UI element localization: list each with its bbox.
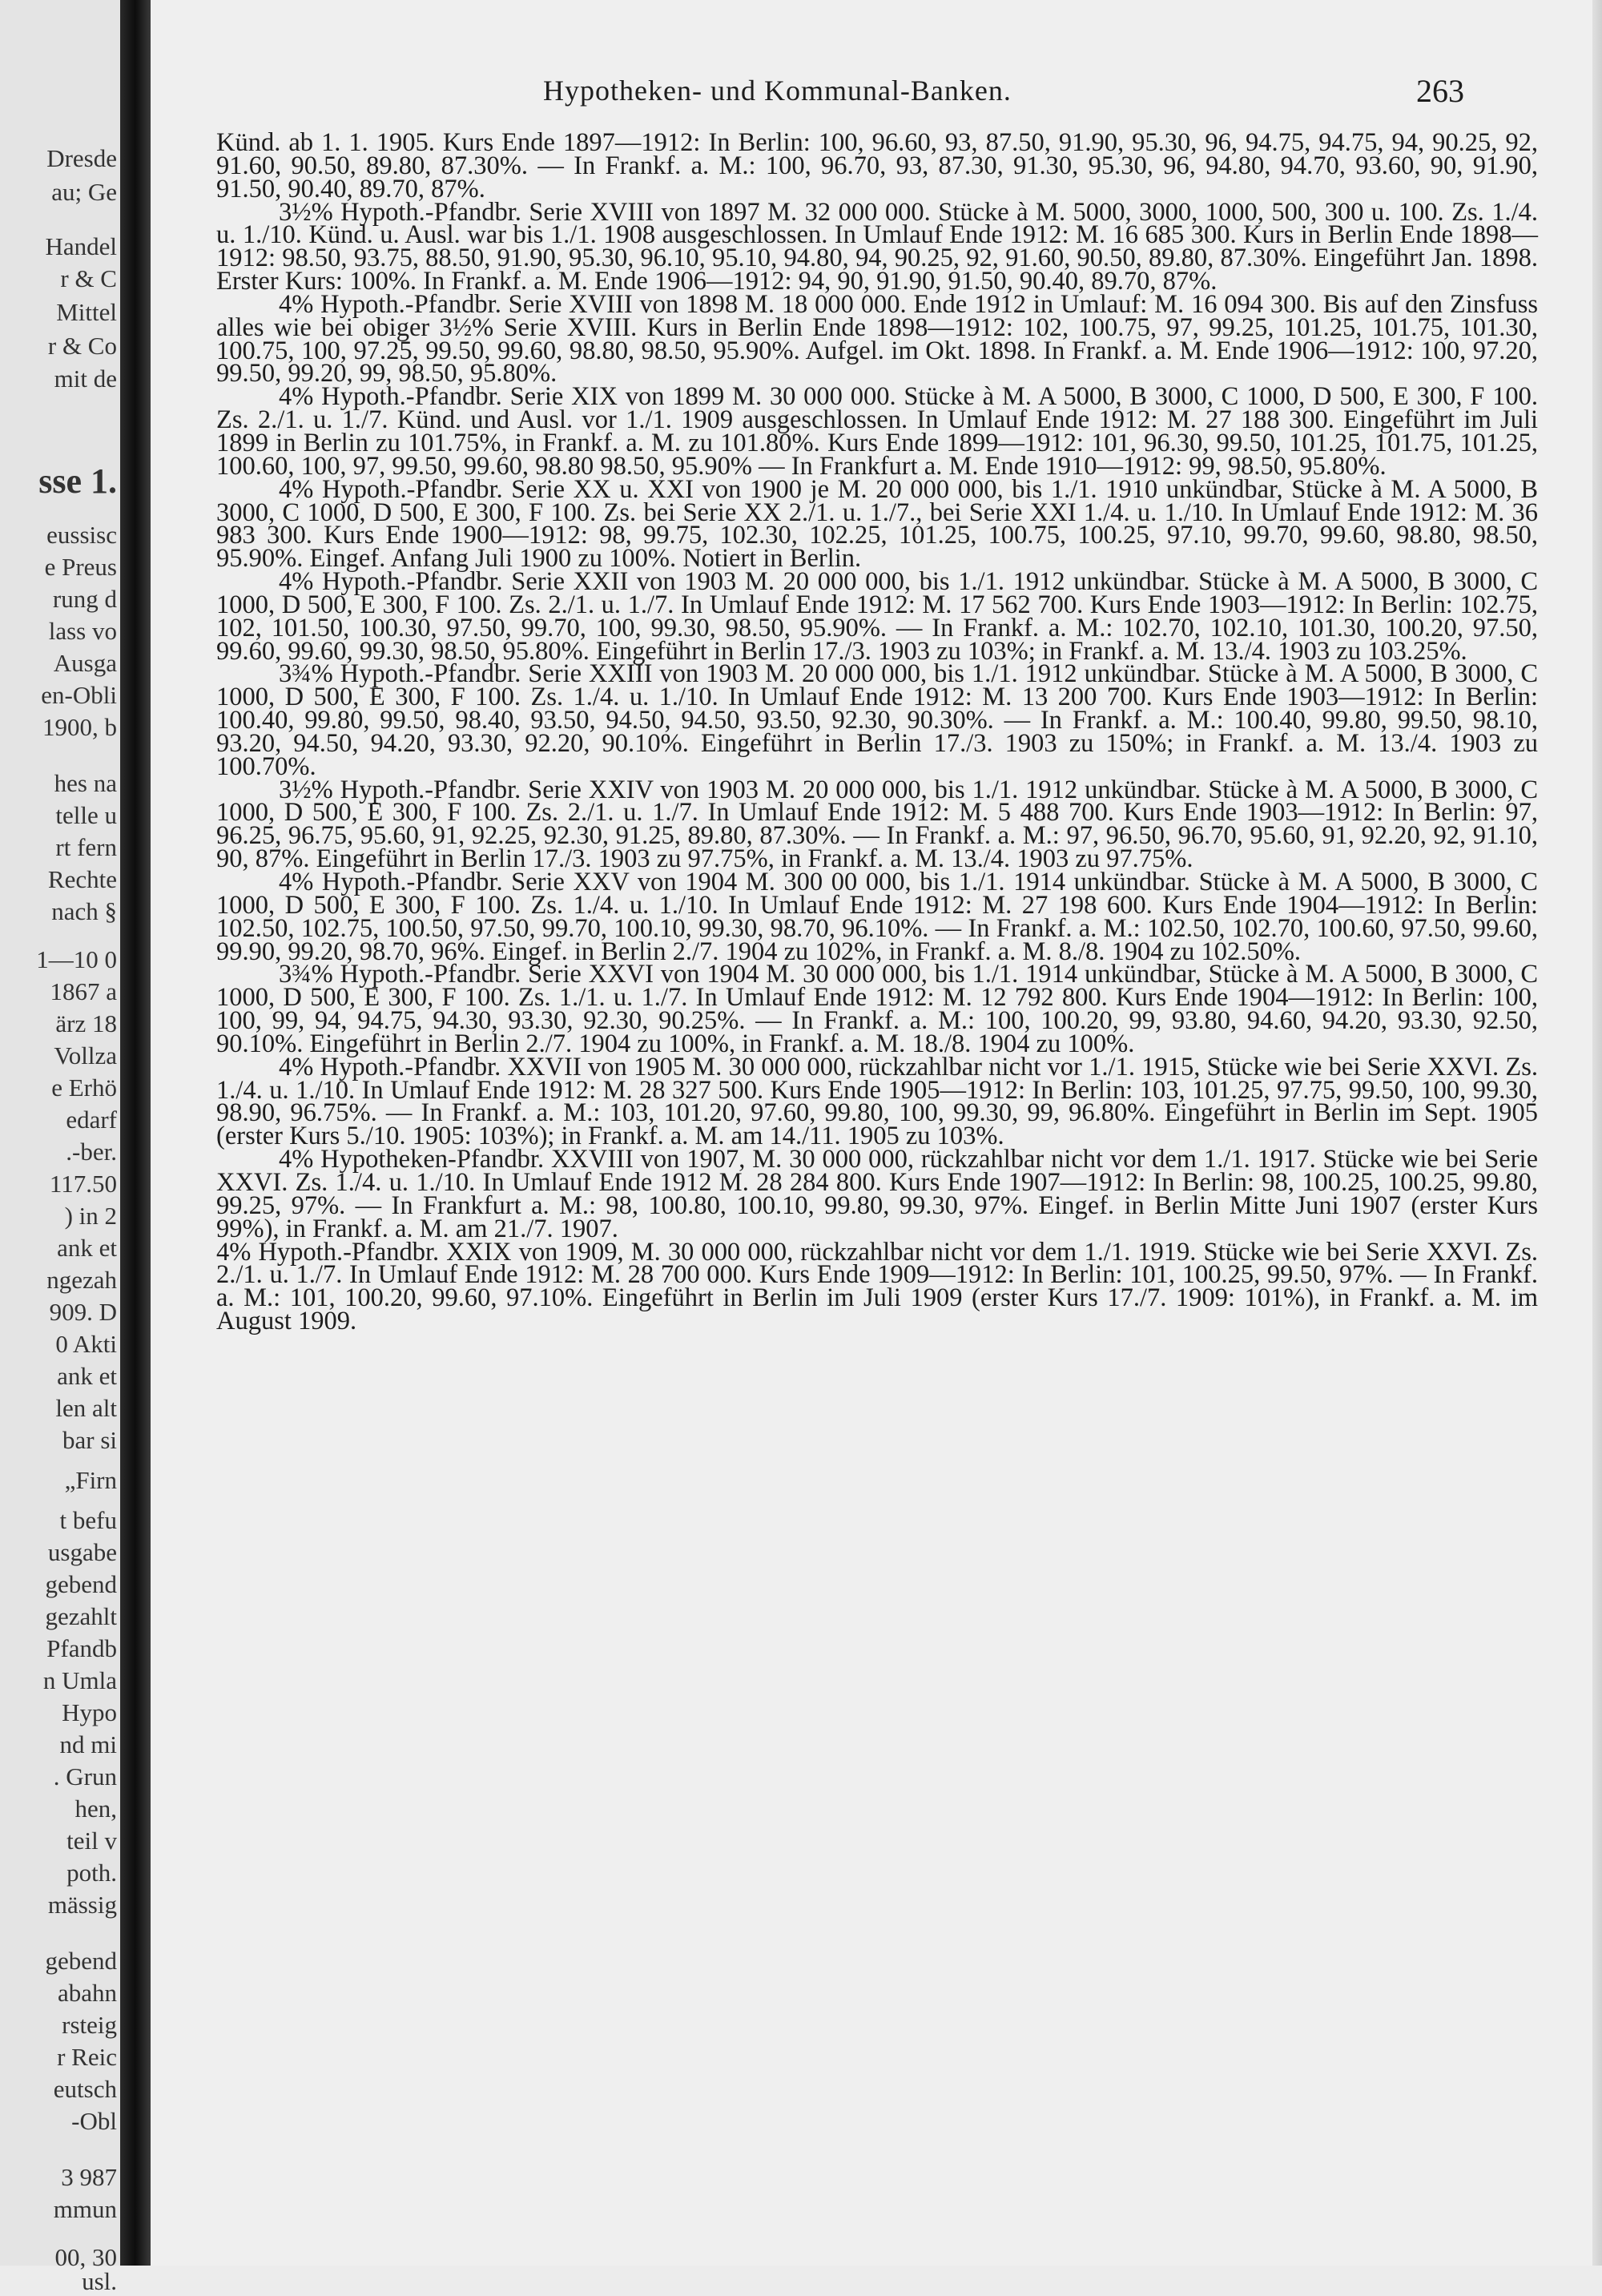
- adjacent-page-fragment: 117.50: [49, 1170, 117, 1198]
- adjacent-page-strip: [0, 0, 120, 2295]
- adjacent-page-fragment: 909. D: [49, 1298, 117, 1326]
- adjacent-page-fragment: ank et: [57, 1234, 117, 1262]
- adjacent-page-fragment: 1867 a: [50, 977, 117, 1005]
- adjacent-page-fragment: . Grun: [53, 1762, 117, 1790]
- adjacent-page-fragment: usgabe: [47, 1538, 117, 1566]
- adjacent-page-fragment: rt fern: [55, 833, 117, 861]
- adjacent-page-fragment: mmun: [53, 2195, 117, 2223]
- adjacent-page-fragment: ngezah: [46, 1266, 117, 1294]
- entry-paragraph: 4% Hypotheken-Pfandbr. XXVIII von 1907, M. 30 000 000, rückzahlbar nicht vor dem 1./1. 1917. Stücke wie bei Serie XXVI. Zs. 1./4. u. 1./10. In Umlauf Ende 1912 M. 28 284 800. Kurs Ende 1907—1912: In Berlin: 98, 100.25, 100.25, 99.80, 99.25, 97%. — In Frankfurt a. M.: 98, 100.80, 100.10, 99.80, 99.30, 97%. Eingef. in Berlin Mitte Juni 1907 (erster Kurs 99%), in Frankf. a. M. am 21./7. 1907.: [216, 1145, 1538, 1243]
- adjacent-page-fragment: eutsch: [53, 2075, 117, 2103]
- adjacent-page-fragment: bar si: [62, 1426, 117, 1454]
- adjacent-page-fragment: Dresde: [46, 144, 117, 172]
- running-title: Hypotheken- und Kommunal-Banken.: [543, 75, 1012, 107]
- entry-paragraph: 4% Hypoth.-Pfandbr. XXIX von 1909, M. 30 000 000, rückzahlbar nicht vor dem 1./1. 1919. Stücke wie bei Serie XXVI. Zs. 2./1. u. 1./7. In Umlauf Ende 1912: M. 28 700 000. Kurs Ende 1909—1912: In Berlin: 101, 100.25, 99.50, 97%. — In Frankf. a. M.: 101, 100.20, 99.60, 97.10%. Eingeführt in Berlin im Juli 1909 (erster Kurs 17./7. 1909: 101%), in Frankf. a. M. im August 1909.: [216, 1237, 1538, 1336]
- adjacent-page-fragment: n Umla: [42, 1666, 117, 1694]
- entry-paragraph: 4% Hypoth.-Pfandbr. Serie XIX von 1899 M. 30 000 000. Stücke à M. A 5000, B 3000, C 1000, D 500, E 300, F 100. Zs. 2./1. u. 1./7. Künd. und Ausl. vor 1./1. 1909 ausgeschlossen. In Umlauf Ende 1912: M. 27 188 300. Eingeführt im Juli 1899 in Berlin zu 101.75%, in Frankf. a. M. zu 101.80%. Kurs Ende 1899—1912: 101, 96.30, 99.50, 101.25, 101.75, 101.25, 100.60, 100, 97, 99.50, 99.60, 98.80 98.50, 95.90% — In Frankfurt a. M. Ende 1910—1912: 99, 98.50, 95.80%.: [216, 382, 1538, 481]
- adjacent-page-fragment: usl.: [82, 2267, 117, 2295]
- adjacent-page-fragment: 00, 30: [54, 2243, 117, 2271]
- adjacent-page-fragment: -Obl: [71, 2107, 117, 2135]
- adjacent-page-fragment: lass vo: [48, 617, 117, 645]
- adjacent-page-fragment: hen,: [74, 1795, 117, 1823]
- adjacent-page-fragment: 0 Akti: [55, 1330, 117, 1358]
- adjacent-page-fragment: eussisc: [46, 521, 117, 549]
- entry-paragraph: 4% Hypoth.-Pfandbr. Serie XXII von 1903 M. 20 000 000, bis 1./1. 1912 unkündbar. Stücke à M. A 5000, B 3000, C 1000, D 500, E 300, F 100. Zs. 2./1. u. 1./7. In Umlauf Ende 1912: M. 17 562 700. Kurs Ende 1903—1912: In Berlin: 102.75, 102, 101.50, 100.30, 97.50, 99.70, 100, 99.30, 98.50, 95.90%. — In Frankf. a. M.: 102.70, 102.10, 101.30, 100.20, 97.50, 99.60, 99.60, 99.30, 98.50, 95.80%. Eingeführt in Berlin 17./3. 1903 zu 103%; in Frankf. a. M. 13./4. 1903 zu 103.25%.: [216, 567, 1538, 666]
- adjacent-page-fragment: Hypo: [62, 1698, 117, 1726]
- adjacent-page-fragment: Mittel: [56, 298, 117, 326]
- adjacent-page-fragment: 3 987: [61, 2163, 117, 2191]
- adjacent-page-fragment: au; Ge: [51, 178, 117, 206]
- entry-paragraph: 4% Hypoth.-Pfandbr. XXVII von 1905 M. 30 000 000, rückzahlbar nicht vor 1./1. 1915, Stücke wie bei Serie XXVI. Zs. 1./4. u. 1./10. In Umlauf Ende 1912: M. 28 327 500. Kurs Ende 1905—1912: In Berlin: 103, 101.25, 97.75, 99.50, 100, 99.30, 98.90, 96.75%. — In Frankf. a. M.: 103, 101.20, 97.60, 99.80, 100, 99.30, 99, 96.80%. Eingeführt in Berlin im Sept. 1905 (erster Kurs 5./10. 1905: 103%); in Frankf. a. M. am 14./11. 1905 zu 103%.: [216, 1052, 1538, 1151]
- adjacent-page-fragment: Handel: [45, 232, 117, 260]
- page-header: [151, 74, 1592, 122]
- adjacent-page-fragment: e Preus: [44, 553, 117, 581]
- entry-paragraph: 3½% Hypoth.-Pfandbr. Serie XVIII von 1897 M. 32 000 000. Stücke à M. 5000, 3000, 1000, 500, 300 u. 100. Zs. 1./4. u. 1./10. Künd. u. Ausl. war bis 1./1. 1908 ausgeschlossen. In Umlauf Ende 1912: M. 16 685 300. Kurs in Berlin Ende 1898—1912: 98.50, 93.75, 88.50, 91.90, 95.30, 96.10, 95.10, 94.80, 94, 90.25, 92, 91.60, 90.50, 89.80, 87.30%. Eingeführt Jan. 1898. Erster Kurs: 100%. In Frankf. a. M. Ende 1906—1912: 94, 90, 91.90, 91.50, 90.40, 89.70, 87%.: [216, 197, 1538, 296]
- adjacent-page-fragment: rung d: [52, 585, 117, 613]
- adjacent-page-fragment: ärz 18: [55, 1009, 117, 1037]
- adjacent-page-fragment: len alt: [55, 1394, 117, 1422]
- entry-paragraph: 4% Hypoth.-Pfandbr. Serie XXV von 1904 M. 300 00 000, bis 1./1. 1914 unkündbar. Stücke à M. A 5000, B 3000, C 1000, D 500, E 300, F 100. Zs. 1./4. u. 1./10. In Umlauf Ende 1912: M. 27 198 600. Kurs Ende 1904—1912: In Berlin: 102.50, 102.75, 100.50, 97.50, 99.70, 100.10, 99.30, 98.70, 96.10%. — In Frankf. a. M.: 102.50, 102.70, 100.60, 97.50, 99.60, 99.90, 99.20, 98.70, 96%. Eingef. in Berlin 2./7. 1904 zu 102%, in Frankf. a. M. 8./8. 1904 zu 102.50%.: [216, 868, 1538, 966]
- book-gutter: [120, 0, 151, 2266]
- adjacent-page-fragment: r Reic: [57, 2043, 117, 2071]
- adjacent-page-fragment: hes na: [54, 769, 117, 797]
- entry-paragraph: 3¾% Hypoth.-Pfandbr. Serie XXVI von 1904 M. 30 000 000, bis 1./1. 1914 unkündbar, Stücke à M. A 5000, B 3000, C 1000, D 500, E 300, F 100. Zs. 1./1. u. 1./7. In Umlauf Ende 1912: M. 12 792 800. Kurs Ende 1904—1912: In Berlin: 100, 100, 99, 94, 94.75, 94.30, 93.30, 92.30, 90.25%. — In Frankf. a. M.: 100, 100.20, 99, 93.80, 94.60, 94.20, 93.30, 92.50, 90.10%. Eingeführt in Berlin 2./7. 1904 zu 100%, in Frankf. a. M. 18./8. 1904 zu 100%.: [216, 960, 1538, 1058]
- adjacent-page-fragment: nach §: [51, 897, 117, 925]
- adjacent-page-fragment: nd mi: [59, 1730, 117, 1758]
- entry-paragraph: 3½% Hypoth.-Pfandbr. Serie XXIV von 1903 M. 20 000 000, bis 1./1. 1912 unkündbar. Stücke à M. A 5000, B 3000, C 1000, D 500, E 300, F 100. Zs. 2./1. u. 1./7. In Umlauf Ende 1912: M. 5 488 700. Kurs Ende 1903—1912: In Berlin: 97, 96.25, 96.75, 95.60, 91, 92.25, 92.30, 91.25, 89.80, 87.30%. — In Frankf. a. M.: 97, 96.50, 96.70, 95.60, 91, 92.20, 92, 91.10, 90, 87%. Eingeführt in Berlin 17./3. 1903 zu 97.75%, in Frankf. a. M. 13./4. 1903 zu 97.75%.: [216, 775, 1538, 874]
- adjacent-page-fragment: t befu: [59, 1506, 117, 1534]
- adjacent-page-fragment: 1—10 0: [36, 945, 117, 973]
- entry-paragraph: 4% Hypoth.-Pfandbr. Serie XX u. XXI von 1900 je M. 20 000 000, bis 1./1. 1910 unkündbar, Stücke à M. A 5000, B 3000, C 1000, D 500, E 300, F 100. Zs. bei Serie XX 2./1. u. 1./7., bei Serie XXI 1./4. u. 1./10. In Umlauf Ende 1912: M. 36 983 300. Kurs Ende 1900—1912: 98, 99.75, 102.30, 102.25, 101.25, 100.75, 100.25, 97.10, 99.70, 99.60, 98.80, 98.50, 95.90%. Eingef. Anfang Juli 1900 zu 100%. Notiert in Berlin.: [216, 474, 1538, 574]
- adjacent-page-fragment: edarf: [66, 1106, 117, 1134]
- entry-paragraph: 4% Hypoth.-Pfandbr. Serie XVIII von 1898 M. 18 000 000. Ende 1912 in Umlauf: M. 16 094 300. Bis auf den Zinsfuss alles wie bei obiger 3½% Serie XVIII. Kurs in Berlin Ende 1898—1912: 102, 100.75, 97, 99.25, 101.25, 101.75, 101.30, 100.75, 100, 97.25, 99.50, 99.60, 98.80, 98.50, 95.90%. Aufgel. im Okt. 1898. In Frankf. a. M. Ende 1906—1912: 100, 97.20, 99.50, 99.20, 99, 98.50, 95.80%.: [216, 289, 1538, 389]
- book-page: [151, 0, 1592, 2266]
- adjacent-page-fragment: ) in 2: [64, 1202, 117, 1230]
- adjacent-page-fragment: mit de: [54, 365, 117, 393]
- adjacent-page-fragment: .-ber.: [66, 1138, 117, 1166]
- body-text: [216, 128, 1538, 1336]
- entry-paragraph: 3¾% Hypoth.-Pfandbr. Serie XXIII von 1903 M. 20 000 000, bis 1./1. 1912 unkündbar. Stücke à M. A 5000, B 3000, C 1000, D 500, E 300, F 100. Zs. 1./4. u. 1./10. In Umlauf Ende 1912: M. 13 200 700. Kurs Ende 1903—1912: In Berlin: 100.40, 99.80, 99.50, 98.40, 93.50, 94.50, 94.50, 93.50, 92.30, 90.30%. — In Frankf. a. M.: 100.40, 99.80, 99.50, 98.10, 93.20, 94.50, 94.20, 93.30, 92.20, 90.10%. Eingeführt in Berlin 17./3. 1903 zu 150%; in Frankf. a. M. 13./4. 1903 zu 100.70%.: [216, 659, 1538, 781]
- page-number: 263: [1416, 73, 1464, 109]
- adjacent-page-fragment: rsteig: [62, 2011, 117, 2039]
- adjacent-page-fragment: en-Obli: [41, 681, 117, 709]
- adjacent-page-fragment: Rechte: [47, 865, 117, 893]
- adjacent-page-fragment: r & C: [60, 264, 117, 292]
- adjacent-page-fragment: Pfandb: [46, 1634, 117, 1662]
- adjacent-page-fragment: teil v: [66, 1827, 117, 1855]
- adjacent-page-fragment: gezahlt: [45, 1602, 117, 1630]
- adjacent-page-fragment: ank et: [57, 1362, 117, 1390]
- adjacent-page-fragment: r & Co: [47, 332, 117, 360]
- adjacent-page-fragment: gebend: [45, 1570, 117, 1598]
- entry-paragraph: Künd. ab 1. 1. 1905. Kurs Ende 1897—1912: In Berlin: 100, 96.60, 93, 87.50, 91.90, 95.30, 96, 94.75, 94.75, 94, 90.25, 92, 91.60, 90.50, 89.80, 87.30%. — In Frankf. a. M.: 100, 96.70, 93, 87.30, 91.30, 95.30, 96, 94.80, 94.70, 93.60, 90, 91.90, 91.50, 90.40, 89.70, 87%.: [216, 128, 1538, 203]
- adjacent-page-fragment: gebend: [45, 1947, 117, 1975]
- adjacent-page-fragment: Ausga: [53, 649, 117, 677]
- adjacent-page-fragment: e Erhö: [51, 1073, 117, 1102]
- adjacent-page-fragment: Vollza: [54, 1041, 117, 1069]
- adjacent-page-fragment: „Firn: [64, 1466, 117, 1494]
- adjacent-page-fragment: mässig: [47, 1891, 117, 1919]
- page-edge: [1592, 0, 1602, 2266]
- adjacent-page-fragment: 1900, b: [42, 713, 117, 741]
- adjacent-page-fragment: telle u: [55, 801, 117, 829]
- adjacent-page-fragment: poth.: [66, 1859, 117, 1887]
- adjacent-page-fragment: sse 1.: [38, 461, 117, 501]
- adjacent-page-fragment: abahn: [57, 1979, 117, 2007]
